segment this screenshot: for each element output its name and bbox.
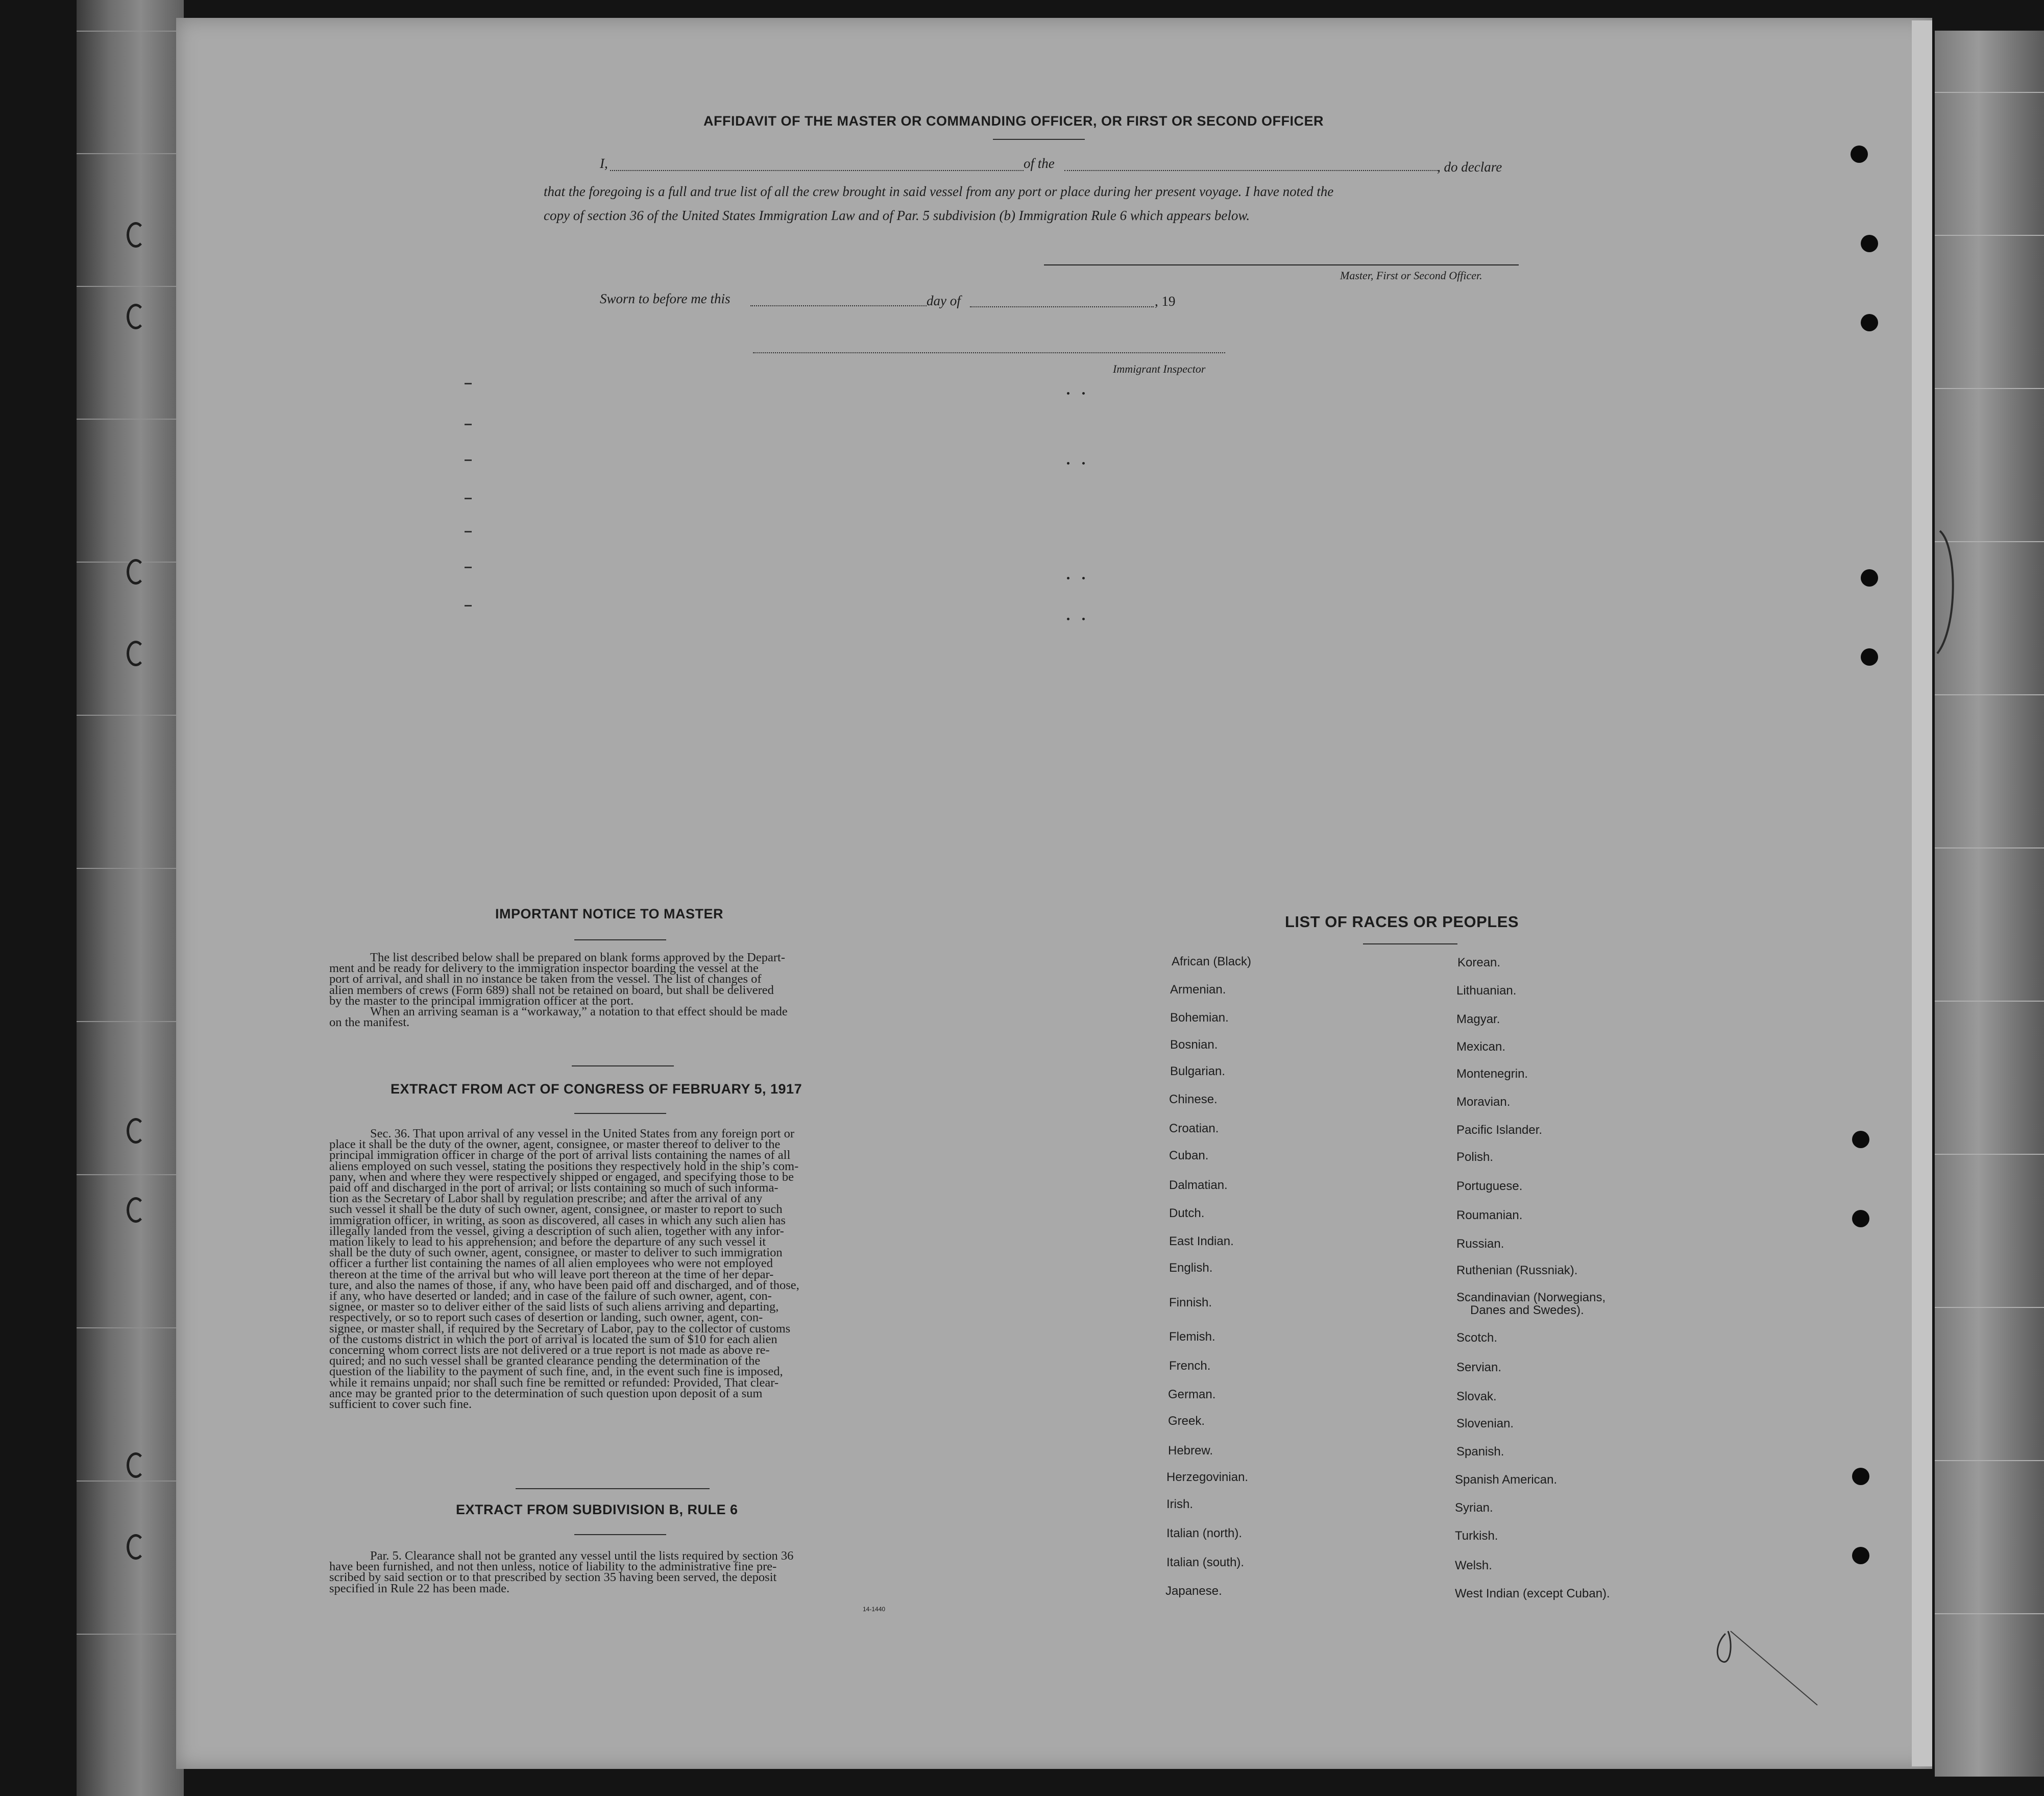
binder-ring-icon xyxy=(127,559,145,585)
race-right-item: Danes and Swedes). xyxy=(1470,1303,1584,1317)
affidavit-statement-line2: copy of section 36 of the United States Immigration Law and of Par. 5 subdivision (b) Immigration Rule 6 which appears below. xyxy=(544,208,1250,223)
sworn-label: Sworn to before me this xyxy=(600,291,731,306)
stray-dot xyxy=(1082,462,1085,465)
act-line: aliens employed on such vessel, stating the positions they respectively hold in the ship’s com- xyxy=(329,1159,799,1173)
act-line: quired; and no such vessel shall be granted clearance pending the determination of the xyxy=(329,1354,761,1368)
binder-ring-icon xyxy=(127,1197,145,1223)
act-line: illegally landed from the vessel, giving a description of such alien, together with any infor- xyxy=(329,1224,784,1238)
stray-mark xyxy=(465,459,472,461)
binder-ring-icon xyxy=(127,641,145,666)
of-the-label: of the xyxy=(1024,156,1055,171)
act-line: if any, who have deserted or landed; and in case of the failure of such owner, agent, con- xyxy=(329,1289,772,1303)
stray-mark xyxy=(465,383,472,384)
race-right-item: West Indian (except Cuban). xyxy=(1455,1587,1610,1600)
race-right-item: Scandinavian (Norwegians, xyxy=(1456,1291,1606,1304)
rule-line: scribed by said section or to that prescribed by section 35 having been served, the deposit xyxy=(329,1570,777,1585)
race-left-item: Bosnian. xyxy=(1170,1038,1218,1052)
race-left-item: Italian (south). xyxy=(1166,1556,1245,1569)
punch-hole-icon xyxy=(1861,648,1878,666)
stray-mark xyxy=(465,424,472,425)
act-line: ance may be granted prior to the determination of such question upon deposit of a sum xyxy=(329,1386,763,1400)
stray-dot xyxy=(1067,392,1069,395)
punch-hole-icon xyxy=(1851,145,1868,163)
notice-line: ment and be ready for delivery to the immigration inspector boarding the vessel at the xyxy=(329,961,759,976)
notice-line: on the manifest. xyxy=(329,1015,410,1030)
race-left-item: Flemish. xyxy=(1169,1330,1215,1344)
notice-line: by the master to the principal immigration officer at the port. xyxy=(329,993,634,1008)
race-right-item: Moravian. xyxy=(1456,1095,1511,1109)
rule-extract-divider xyxy=(574,1534,666,1535)
race-right-item: Ruthenian (Russniak). xyxy=(1456,1264,1578,1277)
stray-mark xyxy=(465,605,472,606)
race-right-item: Syrian. xyxy=(1455,1501,1493,1515)
race-right-item: Russian. xyxy=(1456,1237,1504,1251)
race-right-item: Spanish. xyxy=(1456,1445,1504,1459)
races-title: LIST OF RACES OR PEOPLES xyxy=(1285,913,1519,931)
race-left-item: Armenian. xyxy=(1170,983,1226,997)
race-left-item: Italian (north). xyxy=(1166,1526,1243,1540)
act-line: sufficient to cover such fine. xyxy=(329,1397,472,1412)
rule-line: specified in Rule 22 has been made. xyxy=(329,1581,510,1595)
race-right-item: Portuguese. xyxy=(1456,1179,1523,1193)
race-left-item: Irish. xyxy=(1166,1497,1194,1511)
race-right-item: Pacific Islander. xyxy=(1456,1123,1543,1137)
race-right-item: Slovenian. xyxy=(1456,1417,1514,1430)
binder-ring-icon xyxy=(127,1534,145,1560)
title-divider xyxy=(993,139,1085,140)
race-right-item: Mexican. xyxy=(1456,1040,1506,1054)
race-right-item: Magyar. xyxy=(1456,1012,1500,1026)
pencil-mark-icon xyxy=(1710,1623,1833,1710)
race-right-item: Polish. xyxy=(1456,1150,1494,1164)
inspector-caption: Immigrant Inspector xyxy=(1113,362,1206,375)
stray-mark xyxy=(465,498,472,499)
race-left-item: Bulgarian. xyxy=(1170,1064,1226,1078)
day-of-label: day of xyxy=(927,293,961,308)
race-right-item: Spanish American. xyxy=(1455,1473,1558,1487)
act-extract-divider xyxy=(574,1113,666,1114)
document-page xyxy=(176,18,1932,1769)
act-line: signee, or master so to deliver either of the said lists of such aliens arriving and departing, xyxy=(329,1300,779,1314)
stray-dot xyxy=(1067,618,1069,620)
race-right-item: Korean. xyxy=(1457,956,1501,969)
race-right-item: Roumanian. xyxy=(1456,1208,1523,1222)
notice-end-divider xyxy=(572,1065,674,1066)
master-signature-line xyxy=(1044,264,1519,265)
notice-line: port of arrival, and shall in no instance be taken from the vessel. The list of changes of xyxy=(329,972,762,986)
race-left-item: Dutch. xyxy=(1169,1206,1205,1220)
stray-dot xyxy=(1082,618,1085,620)
act-line: tion as the Secretary of Labor shall by regulation prescribe; and after the arrival of any xyxy=(329,1192,763,1206)
act-line: officer a further list containing the names of all alien employees who were not employed xyxy=(329,1256,773,1271)
rule-extract-text xyxy=(329,1550,909,1594)
race-left-item: Dalmatian. xyxy=(1169,1178,1228,1192)
race-right-item: Lithuanian. xyxy=(1456,984,1517,998)
notice-text xyxy=(329,952,909,1028)
form-number: 14-1440 xyxy=(863,1606,886,1613)
race-left-item: English. xyxy=(1169,1261,1213,1275)
race-left-item: Bohemian. xyxy=(1170,1011,1229,1025)
rule-line: have been furnished, and not then unless, notice of liability to the administrative fine pre- xyxy=(329,1560,777,1574)
notice-line: alien members of crews (Form 689) shall not be retained on board, but shall be delivered xyxy=(329,983,774,997)
act-end-divider xyxy=(516,1488,710,1489)
sworn-month-line xyxy=(970,306,1154,307)
act-line: paid off and discharged in the port of arrival; or lists containing so much of such informa- xyxy=(329,1181,778,1195)
race-right-item: Slovak. xyxy=(1456,1390,1497,1403)
punch-hole-icon xyxy=(1861,569,1878,587)
race-left-item: Herzegovinian. xyxy=(1166,1470,1249,1484)
race-left-item: French. xyxy=(1169,1359,1211,1373)
race-left-item: Finnish. xyxy=(1169,1296,1212,1309)
punch-hole-icon xyxy=(1861,314,1878,331)
rule-extract-title: EXTRACT FROM SUBDIVISION B, RULE 6 xyxy=(456,1502,738,1517)
race-right-item: Servian. xyxy=(1456,1361,1502,1374)
act-line: while it remains unpaid; nor shall such fine be remitted or refunded: Provided, That clear- xyxy=(329,1375,779,1390)
act-line: question of the liability to the payment of such fine, and, in the event such fine is imposed, xyxy=(329,1365,783,1379)
notice-line: When an arriving seaman is a “workaway,” a notation to that effect should be made xyxy=(370,1005,788,1019)
race-left-item: Cuban. xyxy=(1169,1149,1209,1162)
affidavit-statement-line1: that the foregoing is a full and true list of all the crew brought in said vessel from any port or place during her present voyage. I have noted the xyxy=(544,184,1334,199)
notice-title: IMPORTANT NOTICE TO MASTER xyxy=(495,906,723,921)
act-line: principal immigration officer in charge of the port of arrival lists containing the names of all xyxy=(329,1148,791,1162)
do-declare-label: , do declare xyxy=(1437,159,1502,175)
stray-mark xyxy=(465,567,472,568)
race-left-item: Hebrew. xyxy=(1168,1444,1213,1458)
race-left-item: African (Black) xyxy=(1172,955,1252,968)
binder-ring-icon xyxy=(127,222,145,248)
punch-hole-icon xyxy=(1852,1468,1869,1485)
right-binder-strip xyxy=(1935,31,2044,1777)
pencil-curve-icon xyxy=(1919,526,1960,659)
act-line: Sec. 36. That upon arrival of any vessel in the United States from any foreign port or xyxy=(370,1127,794,1140)
races-divider xyxy=(1363,943,1457,944)
stray-dot xyxy=(1067,462,1069,465)
stray-mark xyxy=(465,531,472,532)
act-line: such vessel it shall be the duty of such owner, agent, consignee, or master to report to such xyxy=(329,1202,783,1217)
rule-line: Par. 5. Clearance shall not be granted any vessel until the lists required by section 36 xyxy=(370,1549,794,1563)
race-right-item: Turkish. xyxy=(1455,1529,1498,1543)
race-left-item: East Indian. xyxy=(1169,1234,1234,1248)
stray-dot xyxy=(1082,577,1085,579)
act-line: of the customs district in which the port of arrival is located the sum of $10 for each alien xyxy=(329,1332,777,1346)
page-edge xyxy=(1912,20,1932,1766)
binder-ring-icon xyxy=(127,1452,145,1478)
race-left-item: Chinese. xyxy=(1169,1093,1218,1106)
act-extract-text xyxy=(329,1128,909,1410)
punch-hole-icon xyxy=(1852,1131,1869,1148)
i-label: I, xyxy=(600,156,608,171)
left-binder-strip xyxy=(77,0,184,1796)
master-caption: Master, First or Second Officer. xyxy=(1340,269,1482,282)
punch-hole-icon xyxy=(1861,235,1878,252)
notice-divider xyxy=(574,939,666,940)
race-right-item: Scotch. xyxy=(1456,1331,1498,1345)
act-line: ture, and also the names of those, if any, who have been paid off and discharged, and of those, xyxy=(329,1278,799,1292)
race-left-item: German. xyxy=(1168,1388,1216,1401)
act-line: signee, or master shall, if required by the Secretary of Labor, pay to the collector of customs xyxy=(329,1321,791,1336)
stray-dot xyxy=(1067,577,1069,579)
binder-ring-icon xyxy=(127,1118,145,1144)
notice-line: The list described below shall be prepared on blank forms approved by the Depart- xyxy=(370,951,785,964)
race-left-item: Croatian. xyxy=(1169,1122,1219,1135)
act-line: concerning whom correct lists are not delivered or a true report is not made as above re- xyxy=(329,1343,770,1357)
punch-hole-icon xyxy=(1852,1210,1869,1227)
vessel-name-line xyxy=(1064,170,1440,171)
act-line: thereon at the time of the arrival but who will leave port thereon at the time of her depar- xyxy=(329,1267,774,1281)
act-extract-title: EXTRACT FROM ACT OF CONGRESS OF FEBRUARY 5, 1917 xyxy=(391,1081,802,1097)
punch-hole-icon xyxy=(1852,1547,1869,1564)
act-line: place it shall be the duty of the owner, agent, consignee, or master thereof to deliver to the xyxy=(329,1137,781,1152)
race-right-item: Welsh. xyxy=(1455,1559,1492,1572)
stray-dot xyxy=(1082,392,1085,395)
affidavit-title: AFFIDAVIT OF THE MASTER OR COMMANDING OFFICER, OR FIRST OR SECOND OFFICER xyxy=(703,113,1324,129)
declarant-name-line xyxy=(610,170,1024,171)
sworn-date-line xyxy=(750,305,927,306)
race-left-item: Greek. xyxy=(1168,1414,1205,1428)
year-label: , 19 xyxy=(1155,294,1176,309)
inspector-signature-line xyxy=(753,352,1225,353)
binder-ring-icon xyxy=(127,304,145,329)
act-line: immigration officer, in writing, as soon as discovered, all cases in which any such alien has xyxy=(329,1213,786,1227)
race-right-item: Montenegrin. xyxy=(1456,1067,1528,1081)
act-line: mation likely to lead to his apprehension; and before the departure of any such vessel it xyxy=(329,1235,766,1249)
act-line: respectively, or so to report such cases of desertion or landing, such owner, agent, con- xyxy=(329,1310,763,1325)
act-line: shall be the duty of such owner, agent, consignee, or master to deliver to such immigration xyxy=(329,1246,783,1260)
act-line: pany, when and where they were respectively shipped or engaged, and specifying those to be xyxy=(329,1170,794,1184)
race-left-item: Japanese. xyxy=(1165,1584,1222,1598)
